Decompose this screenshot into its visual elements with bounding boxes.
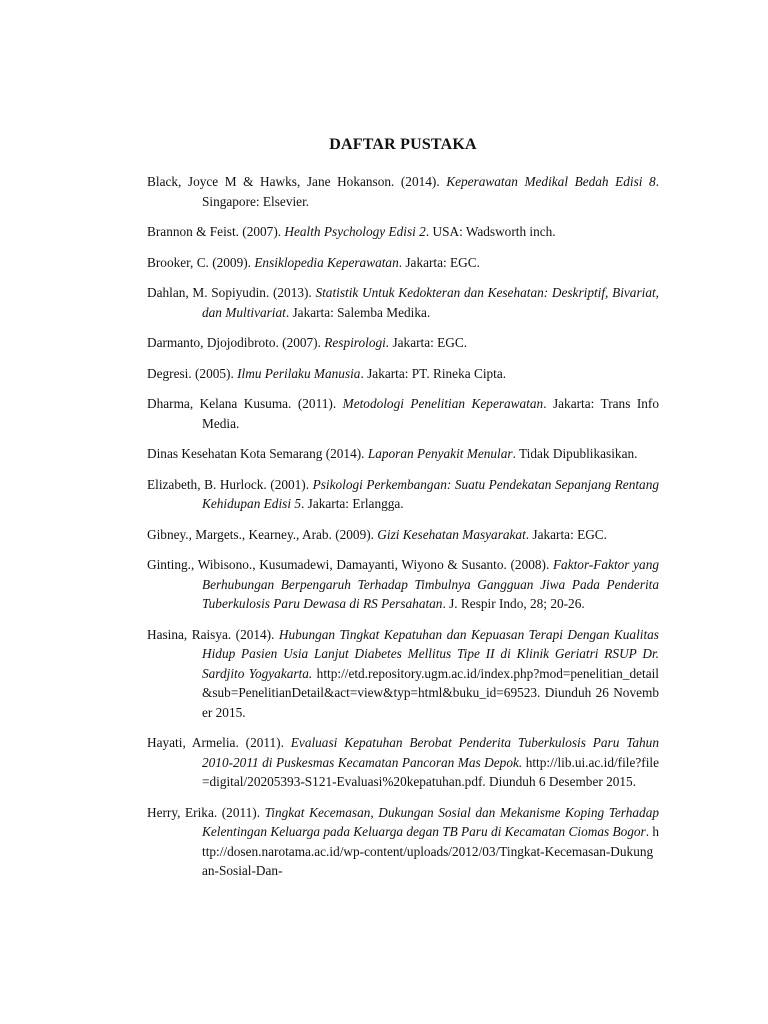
reference-item [147,394,659,433]
reference-item [147,222,659,242]
reference-author: Dinas Kesehatan Kota Semarang (2014). [147,446,368,461]
reference-title: Faktor-Faktor yang Berhubungan Berpengaruh Terhadap Timbulnya Gangguan Jiwa Pada Penderita Tuberkulosis Paru Dewasa di RS Persahatan [202,557,659,611]
reference-author: Dahlan, M. Sopiyudin. (2013). [147,285,316,300]
reference-author: Hayati, Armelia. (2011). [147,735,291,750]
reference-url: http://lib.ui.ac.id/file?file=digital/20205393-S121-Evaluasi%20kepatuhan.pdf. Diunduh 6 Desember 2015. [202,754,659,789]
reference-publisher: . Singapore: Elsevier. [202,174,660,209]
reference-author: Ginting., Wibisono., Kusumadewi, Damayanti, Wiyono & Susanto. (2008). [147,557,553,572]
reference-title: Statistik Untuk Kedokteran dan Kesehatan: Deskriptif, Bivariat, dan Multivariat [202,285,659,320]
reference-title: Tingkat Kecemasan, Dukungan Sosial dan Mekanisme Koping Terhadap Kelentingan Keluarga pada Keluarga degan TB Paru di Kecamatan Ciomas Bogor [202,804,659,839]
reference-author: Brannon & Feist. (2007). [147,224,285,239]
reference-title: Evaluasi Kepatuhan Berobat Penderita Tuberkulosis Paru Tahun 2010-2011 di Puskesmas Kecamatan Pancoran Mas Depok. [202,735,659,770]
reference-item [147,803,659,881]
reference-title: Keperawatan Medikal Bedah Edisi 8 [446,174,656,189]
reference-author: Elizabeth, B. Hurlock. (2001). [147,476,313,492]
reference-author: Herry, Erika. (2011). [147,804,265,820]
reference-url: http://etd.repository.ugm.ac.id/index.php?mod=penelitian_detail&sub=PenelitianDetail&act=view&typ=html&buku_id=69523. Diunduh 26 November 2015. [202,665,659,720]
reference-publisher: Jakarta: EGC. [389,335,468,350]
reference-publisher: . USA: Wadsworth inch. [425,224,556,239]
reference-item [147,555,659,614]
reference-title: Ilmu Perilaku Manusia [237,365,361,381]
reference-author: Dharma, Kelana Kusuma. (2011). [147,396,343,411]
reference-title: Laporan Penyakit Menular [367,446,513,461]
reference-item [147,333,659,353]
reference-item [147,733,659,792]
reference-title: Ensiklopedia Keperawatan [254,254,399,270]
reference-title: Gizi Kesehatan Masyarakat [377,526,526,542]
reference-item [147,253,659,273]
reference-publisher: . Jakarta: Trans Info Media. [202,396,659,431]
reference-author: Degresi. (2005). [147,365,238,381]
reference-publisher: . Jakarta: EGC. [398,254,480,270]
reference-item [147,364,659,384]
reference-publisher: . Tidak Dipublikasikan. [512,446,638,461]
reference-author: Darmanto, Djojodibroto. (2007). [147,335,325,350]
reference-title: Hubungan Tingkat Kepatuhan dan Kepuasan Terapi Dengan Kualitas Hidup Pasien Usia Lanjut Diabetes Mellitus Tipe II di Klinik Geriatri RSUP Dr. Sardjito Yogyakarta. [202,626,659,681]
reference-url: . http://dosen.narotama.ac.id/wp-content/uploads/2012/03/Tingkat-Kecemasan-Dukungan-Sosial-Dan- [202,824,660,878]
reference-publisher: . Jakarta: EGC. [525,526,608,542]
reference-title: Health Psychology Edisi 2 [284,224,426,239]
reference-item [147,625,659,723]
document-page [147,134,659,892]
reference-author: Hasina, Raisya. (2014). [147,626,279,642]
reference-item [147,444,659,464]
reference-publisher: . J. Respir Indo, 28; 20-26. [442,596,585,611]
reference-title: Psikologi Perkembangan: Suatu Pendekatan Sepanjang Rentang Kehidupan Edisi 5 [202,476,659,511]
page-title: DAFTAR PUSTAKA [329,136,477,153]
reference-publisher: . Jakarta: PT. Rineka Cipta. [360,365,507,381]
reference-title: Metodologi Penelitian Keperawatan [342,396,544,411]
reference-publisher: . Jakarta: Erlangga. [301,496,404,511]
reference-item [147,525,659,545]
reference-author: Gibney., Margets., Kearney., Arab. (2009). [147,526,378,542]
reference-title: Respirologi. [324,335,390,350]
reference-item [147,172,659,211]
reference-author: Black, Joyce M & Hawks, Jane Hokanson. (2014). [147,174,447,189]
reference-item [147,475,659,514]
reference-publisher: . Jakarta: Salemba Medika. [285,304,431,320]
reference-author: Brooker, C. (2009). [147,254,255,270]
reference-item [147,283,659,322]
reference-list [147,172,659,881]
